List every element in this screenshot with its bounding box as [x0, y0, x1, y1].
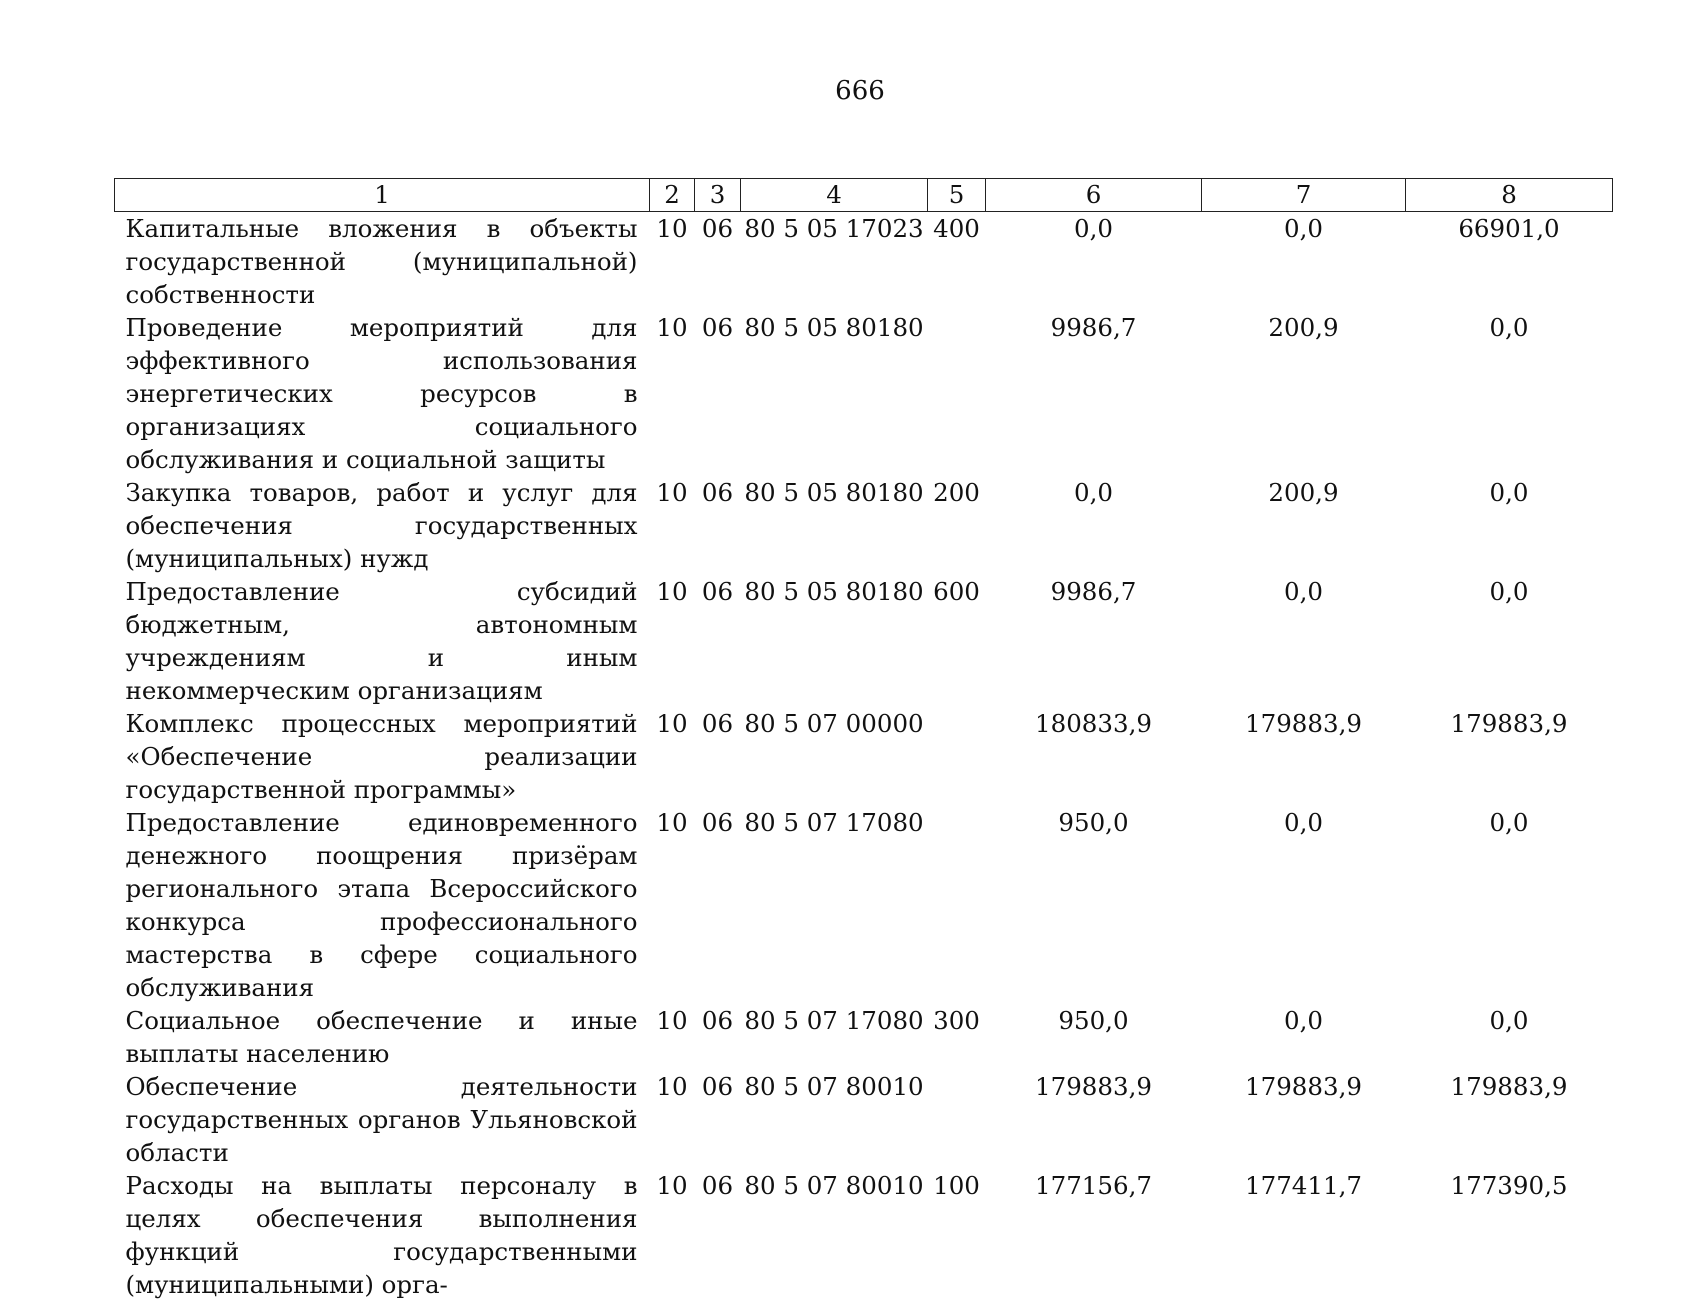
row-amount-col8: 0,0	[1406, 476, 1613, 575]
row-amount-col7: 179883,9	[1202, 707, 1406, 806]
row-name: Расходы на выплаты персоналу в целях обеспечения выполнения функций государственными (муниципальными) орга-	[115, 1169, 650, 1301]
row-target-code: 80 5 05 80180	[741, 311, 928, 476]
row-subsection: 06	[695, 575, 741, 707]
row-section: 10	[650, 575, 695, 707]
table-row	[115, 1169, 1613, 1301]
row-amount-col6: 180833,9	[986, 707, 1202, 806]
row-expense-type	[928, 311, 986, 476]
header-col-8: 8	[1406, 179, 1613, 212]
row-name: Закупка товаров, работ и услуг для обеспечения государственных (муниципальных) нужд	[115, 476, 650, 575]
row-amount-col6: 0,0	[986, 476, 1202, 575]
row-expense-type: 300	[928, 1004, 986, 1070]
row-expense-type: 200	[928, 476, 986, 575]
table-row	[115, 707, 1613, 806]
row-target-code: 80 5 05 80180	[741, 575, 928, 707]
row-target-code: 80 5 07 80010	[741, 1169, 928, 1301]
row-amount-col7: 200,9	[1202, 476, 1406, 575]
header-col-5: 5	[928, 179, 986, 212]
row-amount-col8: 179883,9	[1406, 707, 1613, 806]
row-subsection: 06	[695, 806, 741, 1004]
row-expense-type	[928, 806, 986, 1004]
row-name: Предоставление субсидий бюджетным, автономным учреждениям и иным некоммерческим организациям	[115, 575, 650, 707]
row-amount-col7: 0,0	[1202, 1004, 1406, 1070]
header-col-1: 1	[115, 179, 650, 212]
row-amount-col7: 0,0	[1202, 575, 1406, 707]
row-section: 10	[650, 1004, 695, 1070]
row-subsection: 06	[695, 476, 741, 575]
row-amount-col7: 179883,9	[1202, 1070, 1406, 1169]
row-amount-col6: 179883,9	[986, 1070, 1202, 1169]
row-amount-col6: 0,0	[986, 212, 1202, 312]
row-amount-col8: 177390,5	[1406, 1169, 1613, 1301]
row-name: Капитальные вложения в объекты государственной (муниципальной) собственности	[115, 212, 650, 312]
row-name: Комплекс процессных мероприятий «Обеспечение реализации государственной программы»	[115, 707, 650, 806]
row-expense-type	[928, 707, 986, 806]
row-target-code: 80 5 07 17080	[741, 1004, 928, 1070]
row-amount-col8: 0,0	[1406, 311, 1613, 476]
row-amount-col6: 177156,7	[986, 1169, 1202, 1301]
row-amount-col7: 0,0	[1202, 806, 1406, 1004]
row-amount-col6: 950,0	[986, 806, 1202, 1004]
row-subsection: 06	[695, 311, 741, 476]
row-expense-type: 400	[928, 212, 986, 312]
row-subsection: 06	[695, 212, 741, 312]
row-subsection: 06	[695, 1070, 741, 1169]
row-amount-col6: 950,0	[986, 1004, 1202, 1070]
page-number: 666	[0, 76, 1696, 106]
row-expense-type	[928, 1070, 986, 1169]
row-name: Предоставление единовременного денежного поощрения призёрам регионального этапа Всероссийского конкурса профессионального мастерства в сфере социального обслуживания	[115, 806, 650, 1004]
row-subsection: 06	[695, 707, 741, 806]
header-col-6: 6	[986, 179, 1202, 212]
row-section: 10	[650, 1169, 695, 1301]
row-name: Социальное обеспечение и иные выплаты населению	[115, 1004, 650, 1070]
row-section: 10	[650, 1070, 695, 1169]
row-section: 10	[650, 212, 695, 312]
table-row	[115, 311, 1613, 476]
row-amount-col8: 0,0	[1406, 1004, 1613, 1070]
row-amount-col7: 0,0	[1202, 212, 1406, 312]
header-col-4: 4	[741, 179, 928, 212]
row-target-code: 80 5 07 80010	[741, 1070, 928, 1169]
table-row	[115, 1004, 1613, 1070]
row-target-code: 80 5 05 17023	[741, 212, 928, 312]
header-col-2: 2	[650, 179, 695, 212]
row-expense-type: 600	[928, 575, 986, 707]
row-section: 10	[650, 707, 695, 806]
table-row	[115, 212, 1613, 312]
row-amount-col8: 66901,0	[1406, 212, 1613, 312]
row-name: Обеспечение деятельности государственных органов Ульяновской области	[115, 1070, 650, 1169]
table-body	[115, 212, 1613, 1301]
table-row	[115, 575, 1613, 707]
row-section: 10	[650, 476, 695, 575]
header-col-3: 3	[695, 179, 741, 212]
table-header	[115, 179, 1613, 212]
row-amount-col7: 200,9	[1202, 311, 1406, 476]
table-row	[115, 1070, 1613, 1169]
row-subsection: 06	[695, 1169, 741, 1301]
row-target-code: 80 5 07 00000	[741, 707, 928, 806]
row-subsection: 06	[695, 1004, 741, 1070]
row-expense-type: 100	[928, 1169, 986, 1301]
budget-table	[114, 178, 1613, 1301]
row-name: Проведение мероприятий для эффективного использования энергетических ресурсов в организациях социального обслуживания и социальной защиты	[115, 311, 650, 476]
row-target-code: 80 5 07 17080	[741, 806, 928, 1004]
row-section: 10	[650, 311, 695, 476]
row-amount-col8: 0,0	[1406, 806, 1613, 1004]
row-amount-col6: 9986,7	[986, 311, 1202, 476]
row-amount-col8: 0,0	[1406, 575, 1613, 707]
row-target-code: 80 5 05 80180	[741, 476, 928, 575]
header-col-7: 7	[1202, 179, 1406, 212]
header-row	[115, 179, 1613, 212]
row-amount-col6: 9986,7	[986, 575, 1202, 707]
row-amount-col8: 179883,9	[1406, 1070, 1613, 1169]
table-row	[115, 806, 1613, 1004]
row-amount-col7: 177411,7	[1202, 1169, 1406, 1301]
row-section: 10	[650, 806, 695, 1004]
table-row	[115, 476, 1613, 575]
